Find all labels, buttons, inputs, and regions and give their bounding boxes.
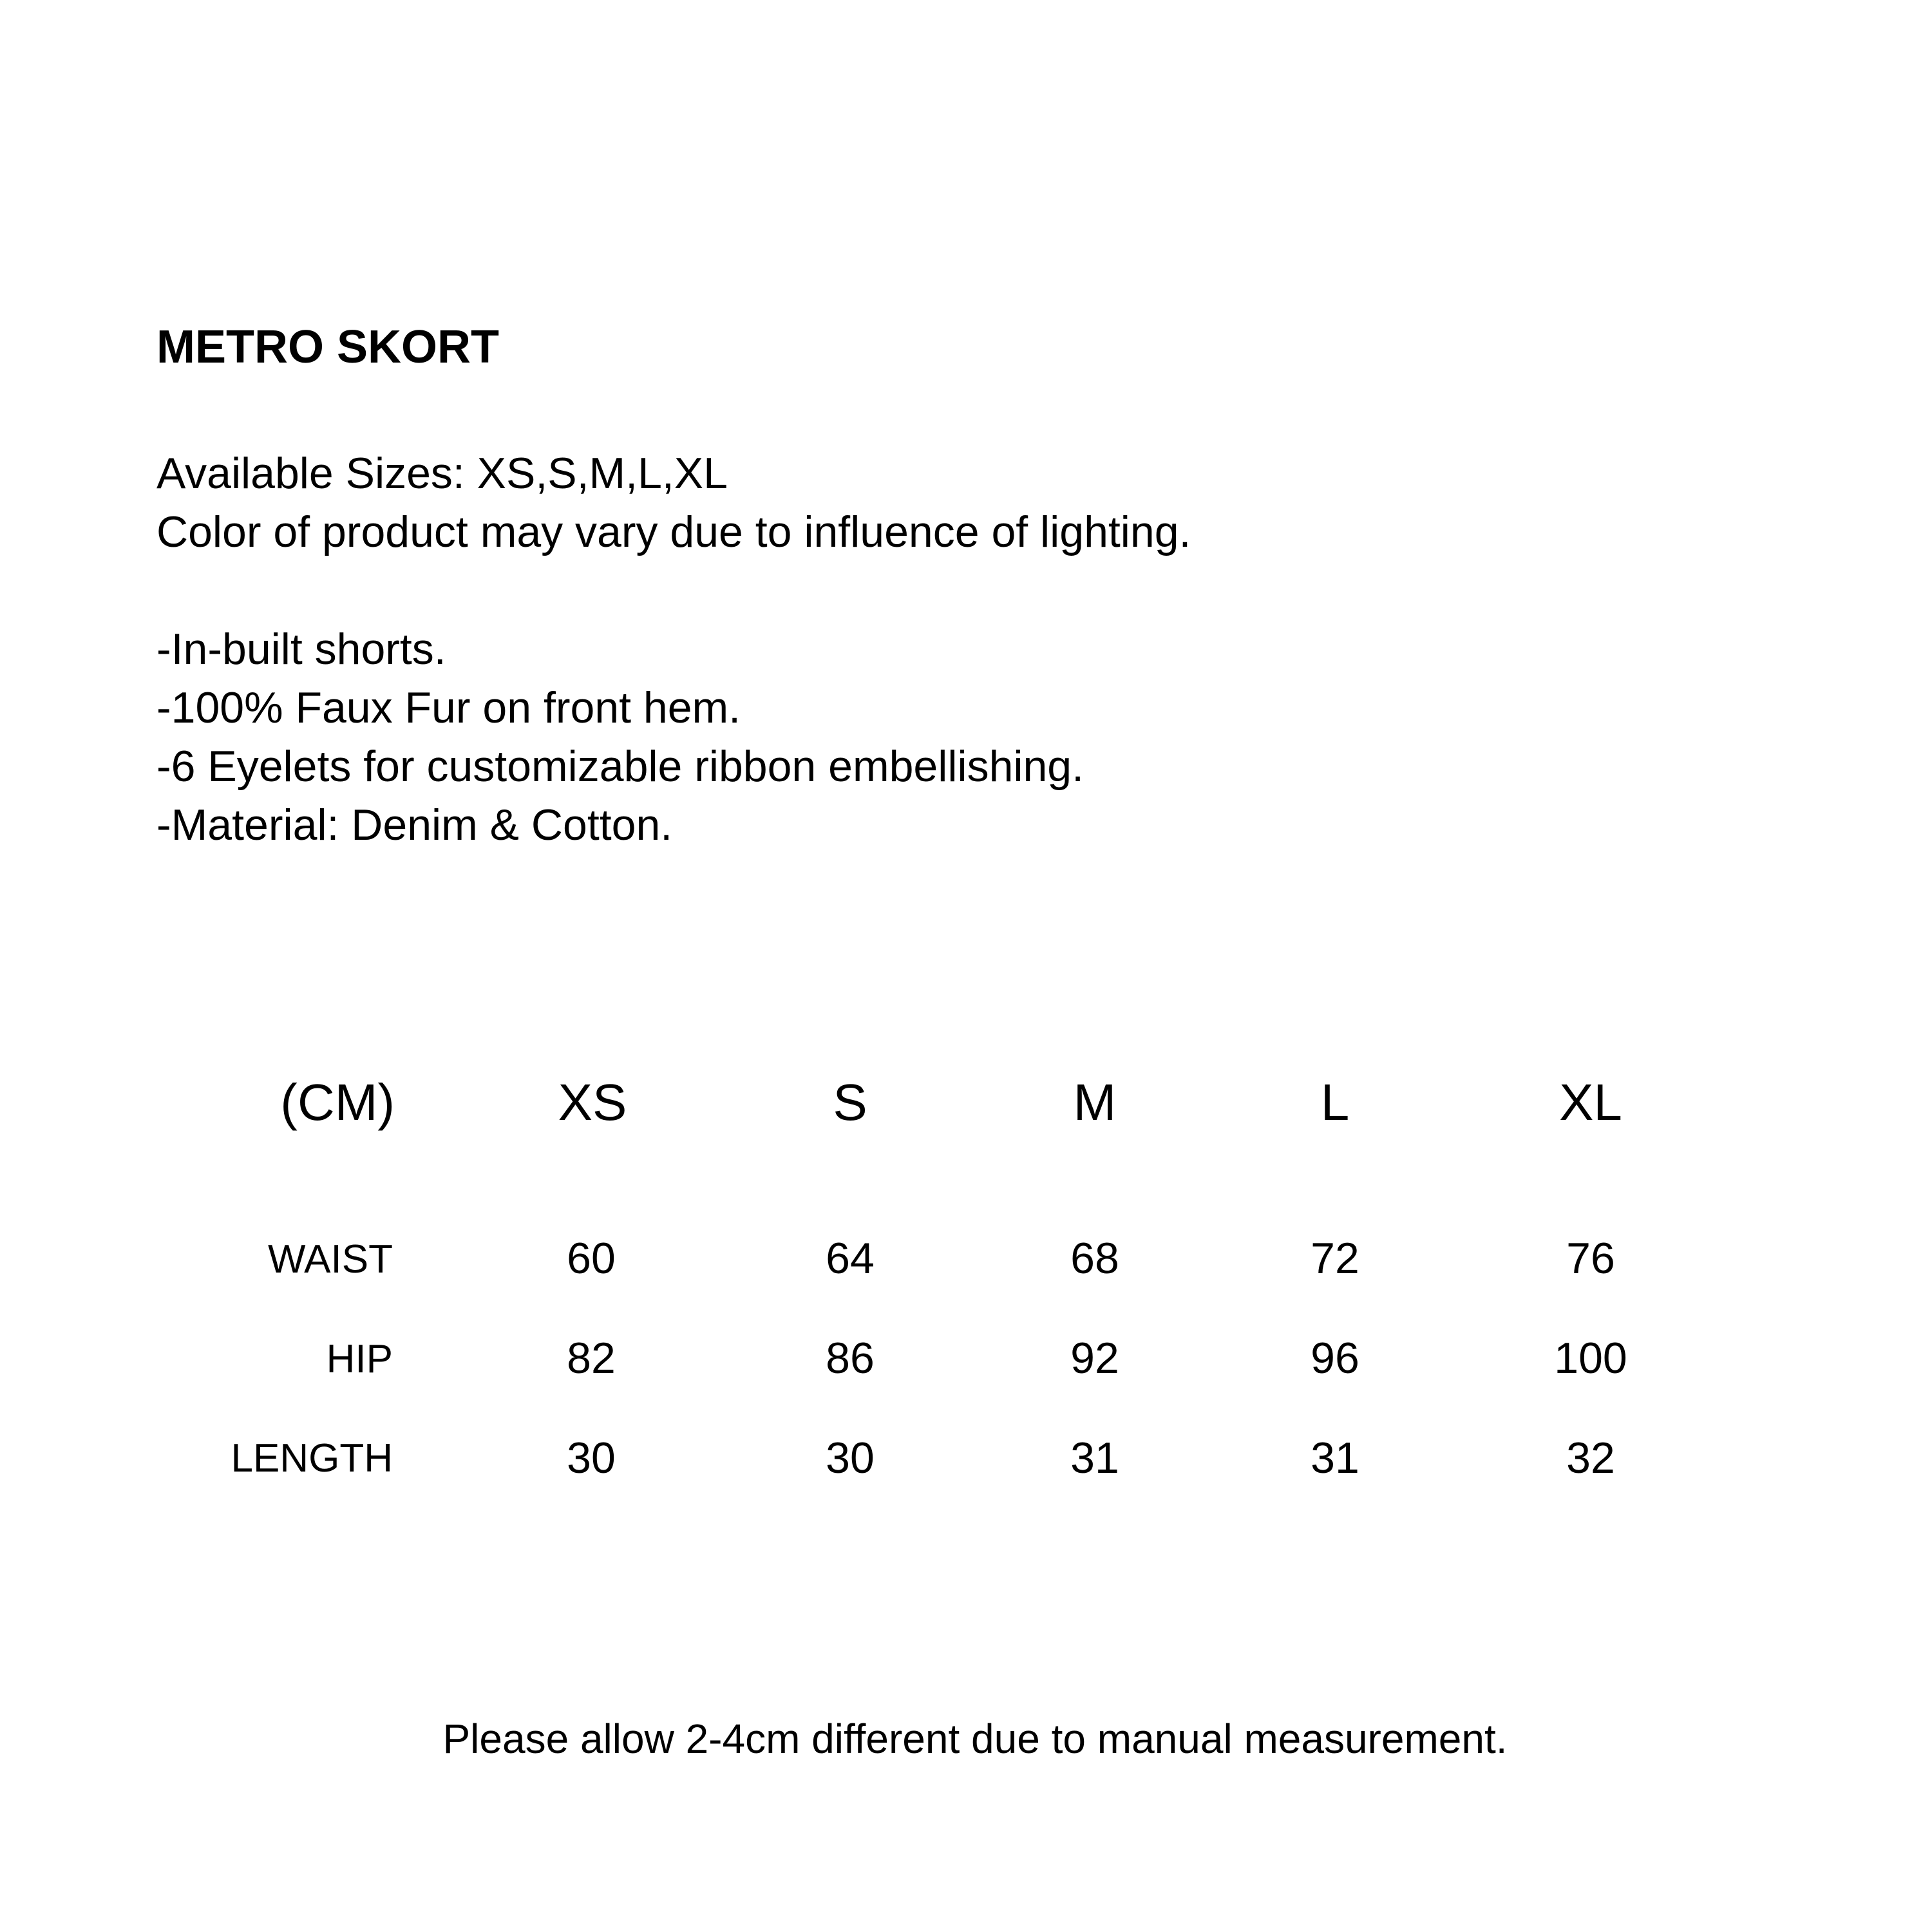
- table-cell: 96: [1311, 1334, 1359, 1383]
- row-label-length: LENGTH: [231, 1436, 393, 1481]
- feature-item: -6 Eyelets for customizable ribbon embellishing.: [156, 742, 1084, 791]
- size-header-m: M: [1073, 1074, 1117, 1131]
- feature-item: -100% Faux Fur on front hem.: [156, 683, 741, 732]
- feature-item: -In-built shorts.: [156, 625, 446, 674]
- feature-item: -Material: Denim & Cotton.: [156, 800, 673, 849]
- table-cell: 86: [826, 1334, 875, 1383]
- table-cell: 30: [567, 1434, 616, 1482]
- table-cell: 68: [1070, 1234, 1119, 1283]
- footnote-text: Please allow 2-4cm different due to manual measurement.: [442, 1716, 1508, 1762]
- unit-label: (CM): [280, 1074, 395, 1131]
- row-label-hip: HIP: [326, 1337, 393, 1381]
- table-cell: 100: [1554, 1334, 1627, 1383]
- row-label-waist: WAIST: [267, 1237, 393, 1282]
- product-title: METRO SKORT: [156, 321, 499, 373]
- available-sizes-text: Available Sizes: XS,S,M,L,XL: [156, 449, 728, 498]
- size-header-s: S: [833, 1074, 867, 1131]
- color-note-text: Color of product may vary due to influence of lighting.: [156, 507, 1191, 556]
- table-cell: 82: [567, 1334, 616, 1383]
- size-header-xs: XS: [558, 1074, 627, 1131]
- table-cell: 72: [1311, 1234, 1359, 1283]
- table-cell: 60: [567, 1234, 616, 1283]
- table-cell: 30: [826, 1434, 875, 1482]
- table-cell: 32: [1566, 1434, 1615, 1482]
- table-cell: 76: [1566, 1234, 1615, 1283]
- size-header-xl: XL: [1559, 1074, 1622, 1131]
- size-header-l: L: [1320, 1074, 1350, 1131]
- table-cell: 92: [1070, 1334, 1119, 1383]
- table-cell: 31: [1070, 1434, 1119, 1482]
- table-cell: 64: [826, 1234, 875, 1283]
- measurement-footnote: [0, 1716, 1932, 1762]
- table-cell: 31: [1311, 1434, 1359, 1482]
